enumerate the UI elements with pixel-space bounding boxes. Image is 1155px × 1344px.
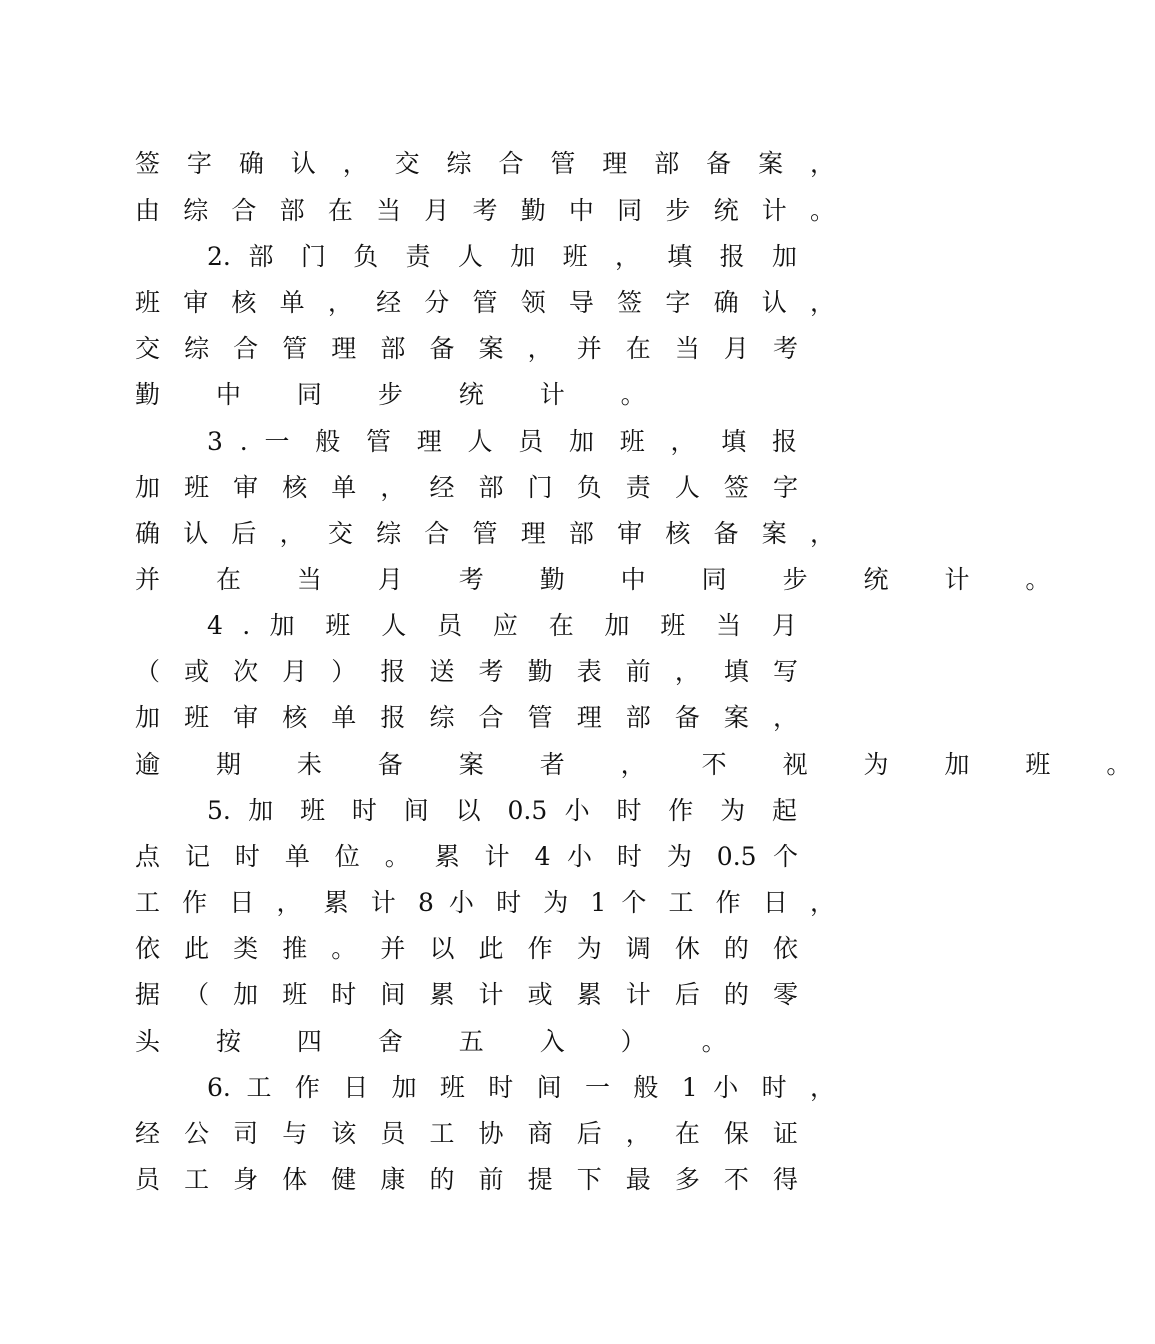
text-line: 经 公 司 与 该 员 工 协 商 后 ， 在 保 证 xyxy=(135,1119,798,1148)
text-line: 加 班 审 核 单 报 综 合 管 理 部 备 案 ， xyxy=(135,703,798,732)
text-line: 逾 期 未 备 案 者 ， 不 视 为 加 班 。 xyxy=(135,750,1155,779)
text-line: 签 字 确 认 ， 交 综 合 管 理 部 备 案 ， xyxy=(135,149,835,178)
text-line: 确 认 后 ， 交 综 合 管 理 部 审 核 备 案 ， xyxy=(135,519,835,548)
paragraph-2-start: 2. 部 门 负 责 人 加 班 ， 填 报 加 xyxy=(207,242,797,271)
text-line: 员 工 身 体 健 康 的 前 提 下 最 多 不 得 xyxy=(135,1165,798,1194)
text-line: 头 按 四 舍 五 入 ） 。 xyxy=(135,1027,751,1056)
text-line: 依 此 类 推 。 并 以 此 作 为 调 休 的 依 xyxy=(135,934,798,963)
text-line: 班 审 核 单 ， 经 分 管 领 导 签 字 确 认 ， xyxy=(135,288,835,317)
paragraph-6-start: 6. 工 作 日 加 班 时 间 一 般 1 小 时 ， xyxy=(207,1073,835,1102)
text-line: 工 作 日 ， 累 计 8 小 时 为 1 个 工 作 日 ， xyxy=(135,888,835,917)
text-line: 由 综 合 部 在 当 月 考 勤 中 同 步 统 计 。 xyxy=(135,196,835,225)
text-line: 并 在 当 月 考 勤 中 同 步 统 计 。 xyxy=(135,565,1075,594)
text-line: 交 综 合 管 理 部 备 案 ， 并 在 当 月 考 xyxy=(135,334,798,363)
paragraph-5-start: 5. 加 班 时 间 以 0.5 小 时 作 为 起 xyxy=(207,796,797,825)
text-line: 据 （ 加 班 时 间 累 计 或 累 计 后 的 零 xyxy=(135,980,798,1009)
paragraph-3-start: 3 . 一 般 管 理 人 员 加 班 ， 填 报 xyxy=(207,427,797,456)
text-line: 加 班 审 核 单 ， 经 部 门 负 责 人 签 字 xyxy=(135,473,798,502)
text-line: 勤 中 同 步 统 计 。 xyxy=(135,380,670,409)
text-line: （ 或 次 月 ） 报 送 考 勤 表 前 ， 填 写 xyxy=(135,657,798,686)
paragraph-4-start: 4 . 加 班 人 员 应 在 加 班 当 月 xyxy=(207,611,797,640)
text-line: 点 记 时 单 位 。 累 计 4 小 时 为 0.5 个 xyxy=(135,842,798,871)
